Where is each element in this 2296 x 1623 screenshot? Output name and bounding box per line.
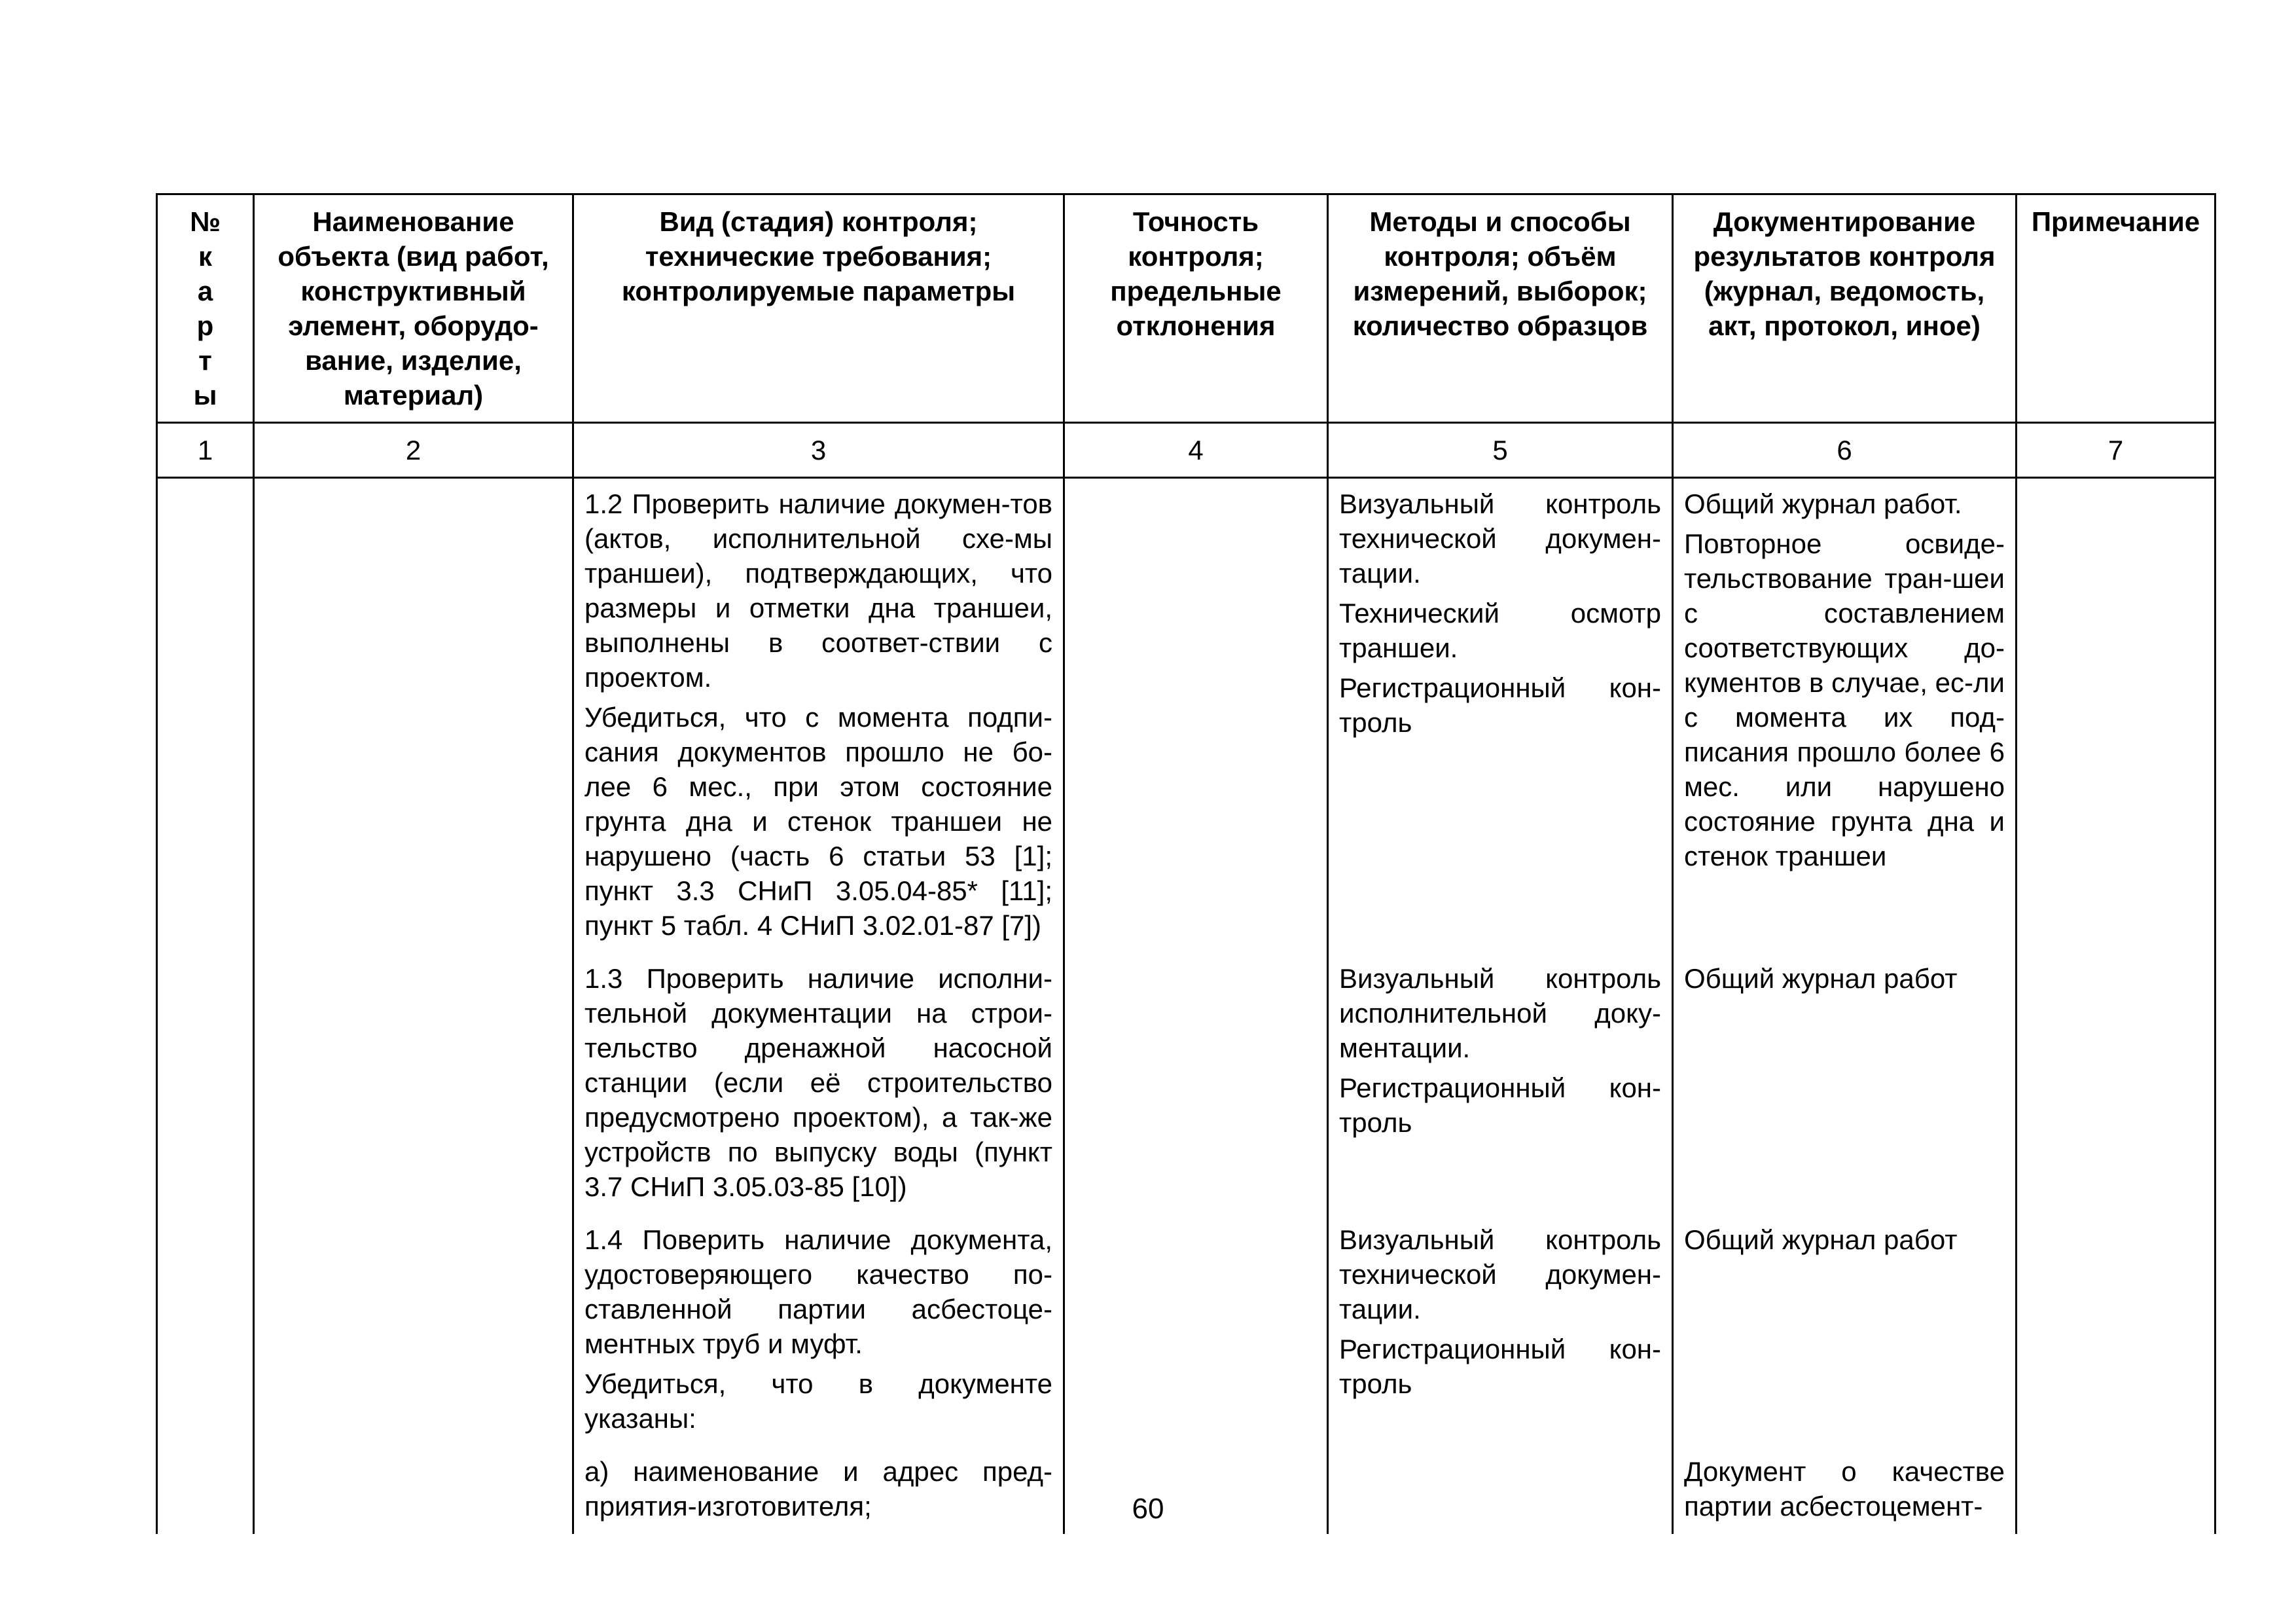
table-row	[157, 1214, 2215, 1446]
column-number: 6	[1673, 423, 2017, 478]
cell-note	[2017, 953, 2215, 1214]
cell-card-number	[157, 1214, 254, 1446]
cell-card-number	[157, 478, 254, 954]
documentation-text: Повторное освиде-тельствование тран-шеи с составлением соответствующих до-кументов в случае, ес-ли с момента их под-писания прошло более 6 мес. или нарушено состояние грунта дна и стенок траншеи	[1684, 528, 2005, 871]
method-text: Регистрационный кон-троль	[1339, 1072, 1661, 1138]
method-text: Регистрационный кон-троль	[1339, 672, 1661, 738]
cell-card-number	[157, 953, 254, 1214]
method-text: Визуальный контроль технической докумен-тации.	[1339, 488, 1661, 589]
column-number-row	[157, 423, 2215, 478]
control-table	[156, 193, 2216, 1534]
cell-control-type	[573, 953, 1064, 1214]
documentation-text: Общий журнал работ	[1684, 963, 1958, 994]
table-row	[157, 478, 2215, 954]
header-row	[157, 194, 2215, 423]
method-text: Визуальный контроль исполнительной доку-ментации.	[1339, 963, 1661, 1063]
method-text: Визуальный контроль технической докумен-тации.	[1339, 1224, 1661, 1324]
header-note: Примечание	[2017, 194, 2215, 423]
documentation-text: Общий журнал работ.	[1684, 488, 1962, 519]
cell-methods	[1328, 953, 1673, 1214]
cell-object-name	[254, 1214, 573, 1446]
documentation-text: Общий журнал работ	[1684, 1224, 1958, 1255]
cell-object-name	[254, 478, 573, 954]
cell-documentation	[1673, 1214, 2017, 1446]
header-accuracy: Точность контроля; предельные отклонения	[1064, 194, 1328, 423]
page-number: 60	[1132, 1493, 1164, 1525]
column-number: 5	[1328, 423, 1673, 478]
cell-object-name	[254, 953, 573, 1214]
header-documentation: Документирование результатов контроля (журнал, ведомость, акт, протокол, иное)	[1673, 194, 2017, 423]
control-text: а) наименование и адрес пред-приятия-изготовителя;	[584, 1456, 1052, 1522]
cell-accuracy	[1064, 1214, 1328, 1446]
column-number: 7	[2017, 423, 2215, 478]
cell-methods	[1328, 478, 1673, 954]
cell-documentation	[1673, 478, 2017, 954]
header-methods: Методы и способы контроля; объём измерений, выборок; количество образцов	[1328, 194, 1673, 423]
control-text: Убедиться, что в документе указаны:	[584, 1368, 1052, 1434]
cell-documentation	[1673, 953, 2017, 1214]
header-card-number: № к а р т ы	[157, 194, 254, 423]
documentation-text: Документ о качестве партии асбестоцемент-	[1684, 1456, 2005, 1522]
method-text: Технический осмотр траншеи.	[1339, 598, 1661, 663]
cell-note	[2017, 478, 2215, 954]
cell-control-type	[573, 1214, 1064, 1446]
table-row	[157, 953, 2215, 1214]
control-text: Убедиться, что с момента подпи-сания документов прошло не бо-лее 6 мес., при этом состояние грунта дна и стенок траншеи не нарушено (часть 6 статьи 53 [1]; пункт 3.3 СНиП 3.05.04-85* [11]; пункт 5 табл. 4 СНиП 3.02.01-87 [7])	[584, 702, 1052, 941]
control-text: 1.3 Проверить наличие исполни-тельной документации на строи-тельство дренажной насосной станции (если её строительство предусмотрено проектом), а так-же устройств по выпуску воды (пункт 3.7 СНиП 3.05.03-85 [10])	[584, 963, 1052, 1202]
control-text: 1.4 Поверить наличие документа, удостоверяющего качество по-ставленной партии асбестоце-ментных труб и муфт.	[584, 1224, 1052, 1359]
cell-control-type	[573, 478, 1064, 954]
header-object-name: Наименование объекта (вид работ, конструктивный элемент, оборудо-вание, изделие, материал)	[254, 194, 573, 423]
column-number: 2	[254, 423, 573, 478]
column-number: 4	[1064, 423, 1328, 478]
cell-accuracy	[1064, 953, 1328, 1214]
method-text: Регистрационный кон-троль	[1339, 1334, 1661, 1399]
cell-methods	[1328, 1214, 1673, 1446]
column-number: 1	[157, 423, 254, 478]
cell-accuracy	[1064, 478, 1328, 954]
control-text: 1.2 Проверить наличие докумен-тов (актов, исполнительной схе-мы траншеи), подтверждающих, что размеры и отметки дна траншеи, выполнены в соответ-ствии с проектом.	[584, 488, 1052, 693]
column-number: 3	[573, 423, 1064, 478]
cell-note	[2017, 1214, 2215, 1446]
header-control-type: Вид (стадия) контроля; технические требования; контролируемые параметры	[573, 194, 1064, 423]
